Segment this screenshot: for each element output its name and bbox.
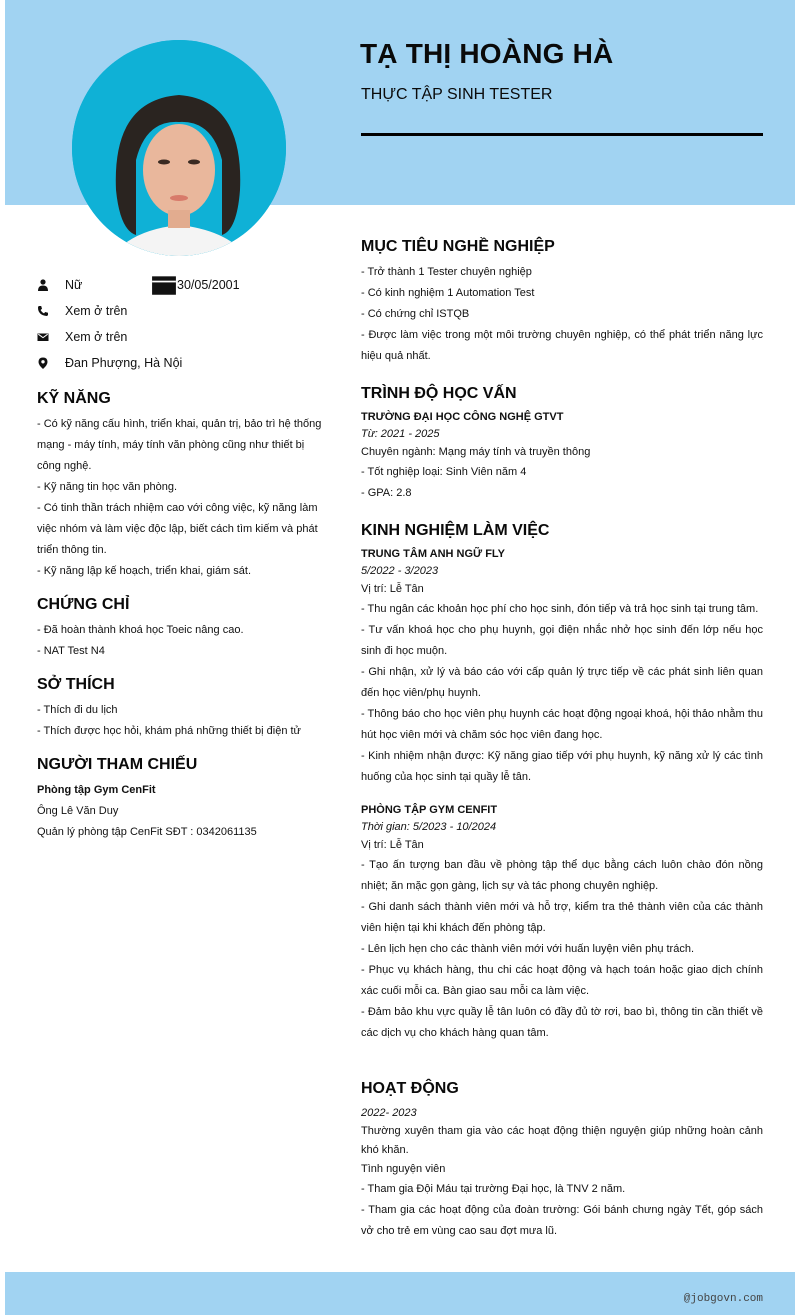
objective-item: - Có kinh nghiệm 1 Automation Test — [361, 287, 535, 299]
education-item: - GPA: 2.8 — [361, 487, 412, 499]
education-major: Chuyên ngành: Mạng máy tính và truyền thông — [361, 446, 591, 458]
info-row-phone — [37, 298, 322, 324]
job-company: TRUNG TÂM ANH NGỮ FLY — [361, 548, 505, 560]
certificates-heading: CHỨNG CHỈ — [37, 596, 130, 613]
job-title: THỰC TẬP SINH TESTER — [361, 86, 553, 103]
reference-detail: Quản lý phòng tập CenFit SĐT : 0342061135 — [37, 826, 257, 838]
job-duty: - Ghi nhận, xử lý và báo cáo với cấp quản lý trực tiếp về các phát sinh liên quan đến học viên/phụ huynh. — [361, 666, 763, 699]
dob-value: 30/05/2001 — [177, 278, 240, 292]
activities-description: Thường xuyên tham gia vào các hoạt động thiện nguyện giúp những hoàn cảnh khó khăn. — [361, 1125, 763, 1156]
education-heading: TRÌNH ĐỘ HỌC VẤN — [361, 385, 517, 402]
reference-org: Phòng tập Gym CenFit — [37, 784, 156, 796]
hobby-item: - Thích đi du lịch — [37, 704, 118, 716]
job-position: Vị trí: Lễ Tân — [361, 583, 424, 595]
info-row-address — [37, 350, 322, 376]
job-period: Thời gian: 5/2023 - 10/2024 — [361, 821, 497, 833]
objective-section — [361, 238, 763, 367]
skills-heading: KỸ NĂNG — [37, 390, 111, 407]
phone-icon — [37, 305, 65, 317]
skills-section — [37, 390, 322, 582]
skill-item: - Có tinh thần trách nhiệm cao với công việc, kỹ năng làm việc nhóm và làm việc độc lập, biết cách tìm kiếm và phát triển thông tin. — [37, 502, 318, 556]
objective-item: - Được làm việc trong một môi trường chuyên nghiệp, có thể phát triển năng lực hiệu quả nhất. — [361, 329, 763, 362]
footer-band — [5, 1272, 795, 1315]
person-icon — [37, 279, 65, 291]
gender-value: Nữ — [65, 278, 83, 292]
info-row-gender-dob — [37, 272, 322, 298]
calendar-icon — [151, 272, 177, 298]
profile-photo — [72, 40, 286, 256]
school-name: TRƯỜNG ĐẠI HỌC CÔNG NGHỆ GTVT — [361, 411, 564, 423]
job-duty: - Lên lịch hẹn cho các thành viên mới với huấn luyện viên phụ trách. — [361, 943, 695, 955]
job-entry — [361, 546, 763, 788]
job-entry — [361, 802, 763, 1044]
job-duty: - Thu ngân các khoản học phí cho học sinh, đón tiếp và trả học sinh tại trung tâm. — [361, 603, 759, 615]
hobby-item: - Thích được học hỏi, khám phá những thiết bị điện tử — [37, 725, 301, 737]
left-column — [37, 272, 322, 843]
envelope-icon — [37, 331, 65, 343]
job-duty: - Kinh nhiệm nhận được: Kỹ năng giao tiếp với phụ huynh, kỹ năng xử lý các tình huống của học sinh tại quầy lễ tân. — [361, 750, 763, 783]
job-company: PHÒNG TẬP GYM CENFIT — [361, 804, 498, 816]
education-item: - Tốt nghiệp loại: Sinh Viên năm 4 — [361, 466, 527, 478]
location-pin-icon — [37, 357, 65, 369]
education-period: Từ: 2021 - 2025 — [361, 428, 440, 440]
reference-person: Ông Lê Văn Duy — [37, 805, 119, 817]
experience-heading: KINH NGHIỆM LÀM VIỆC — [361, 522, 550, 539]
job-duty: - Phục vụ khách hàng, thu chi các hoạt động và hạch toán hoặc giao dịch chính xác cuối mỗi ca. Bàn giao sau mỗi ca làm việc. — [361, 964, 763, 997]
job-position: Vị trí: Lễ Tân — [361, 839, 424, 851]
job-duty: - Đảm bảo khu vực quầy lễ tân luôn có đầy đủ tờ rơi, bao bì, thông tin cần thiết về các dịch vụ cho khách hàng quan tâm. — [361, 1006, 763, 1039]
job-period: 5/2022 - 3/2023 — [361, 565, 439, 577]
objective-item: - Có chứng chỉ ISTQB — [361, 308, 470, 320]
activity-item: - Tham gia các hoạt động của đoàn trường: Gói bánh chưng ngày Tết, góp sách vở cho trẻ em vùng cao sau đợt mưa lũ. — [361, 1204, 763, 1237]
email-value: Xem ở trên — [65, 330, 128, 344]
activities-period: 2022- 2023 — [361, 1107, 417, 1119]
job-duty: - Tư vấn khoá học cho phụ huynh, gọi điện nhắc nhở học sinh đến lớp nếu học sinh đi học muộn. — [361, 624, 763, 657]
certificate-item: - NAT Test N4 — [37, 645, 105, 657]
candidate-name: TẠ THỊ HOÀNG HÀ — [360, 38, 614, 69]
job-duty: - Thông báo cho học viên phụ huynh các hoạt động ngoại khoá, hội thảo nhằm thu hút học viên mới và chăm sóc học viên đang học. — [361, 708, 763, 741]
hobbies-heading: SỞ THÍCH — [37, 676, 115, 693]
certificates-section — [37, 596, 322, 662]
job-duty: - Ghi danh sách thành viên mới và hỗ trợ, kiểm tra thẻ thành viên của các thành viên hiện tại khi khách đến phòng tập. — [361, 901, 763, 934]
activities-heading: HOẠT ĐỘNG — [361, 1080, 459, 1097]
objective-heading: MỤC TIÊU NGHỀ NGHIỆP — [361, 238, 555, 255]
certificate-item: - Đã hoàn thành khoá học Toeic nâng cao. — [37, 624, 244, 636]
activities-role: Tình nguyện viên — [361, 1163, 446, 1175]
address-value: Đan Phượng, Hà Nội — [65, 356, 183, 370]
job-duty: - Tạo ấn tượng ban đầu về phòng tập thể dục bằng cách luôn chào đón nồng nhiệt; ăn mặc gọn gàng, lịch sự và tác phong chuyên nghiệp. — [361, 859, 763, 892]
right-column — [361, 238, 763, 1260]
hobbies-section — [37, 676, 322, 742]
references-section — [37, 756, 322, 843]
portrait-illustration — [72, 40, 286, 256]
activities-section — [361, 1080, 763, 1242]
skill-item: - Kỹ năng lập kế hoạch, triển khai, giám sát. — [37, 565, 252, 577]
header-divider — [361, 133, 763, 136]
skill-item: - Có kỹ năng cấu hình, triển khai, quản trị, bảo trì hệ thống mạng - máy tính, máy tính văn phòng cũng như thiết bị công nghệ. — [37, 418, 322, 472]
phone-value: Xem ở trên — [65, 304, 128, 318]
skill-item: - Kỹ năng tin học văn phòng. — [37, 481, 178, 493]
experience-section — [361, 522, 763, 1044]
activity-item: - Tham gia Đội Máu tại trường Đại học, là TNV 2 năm. — [361, 1183, 626, 1195]
objective-item: - Trở thành 1 Tester chuyên nghiệp — [361, 266, 532, 278]
info-row-email — [37, 324, 322, 350]
education-section — [361, 385, 763, 504]
footer-watermark: @jobgovn.com — [683, 1293, 763, 1305]
references-heading: NGƯỜI THAM CHIẾU — [37, 756, 198, 773]
